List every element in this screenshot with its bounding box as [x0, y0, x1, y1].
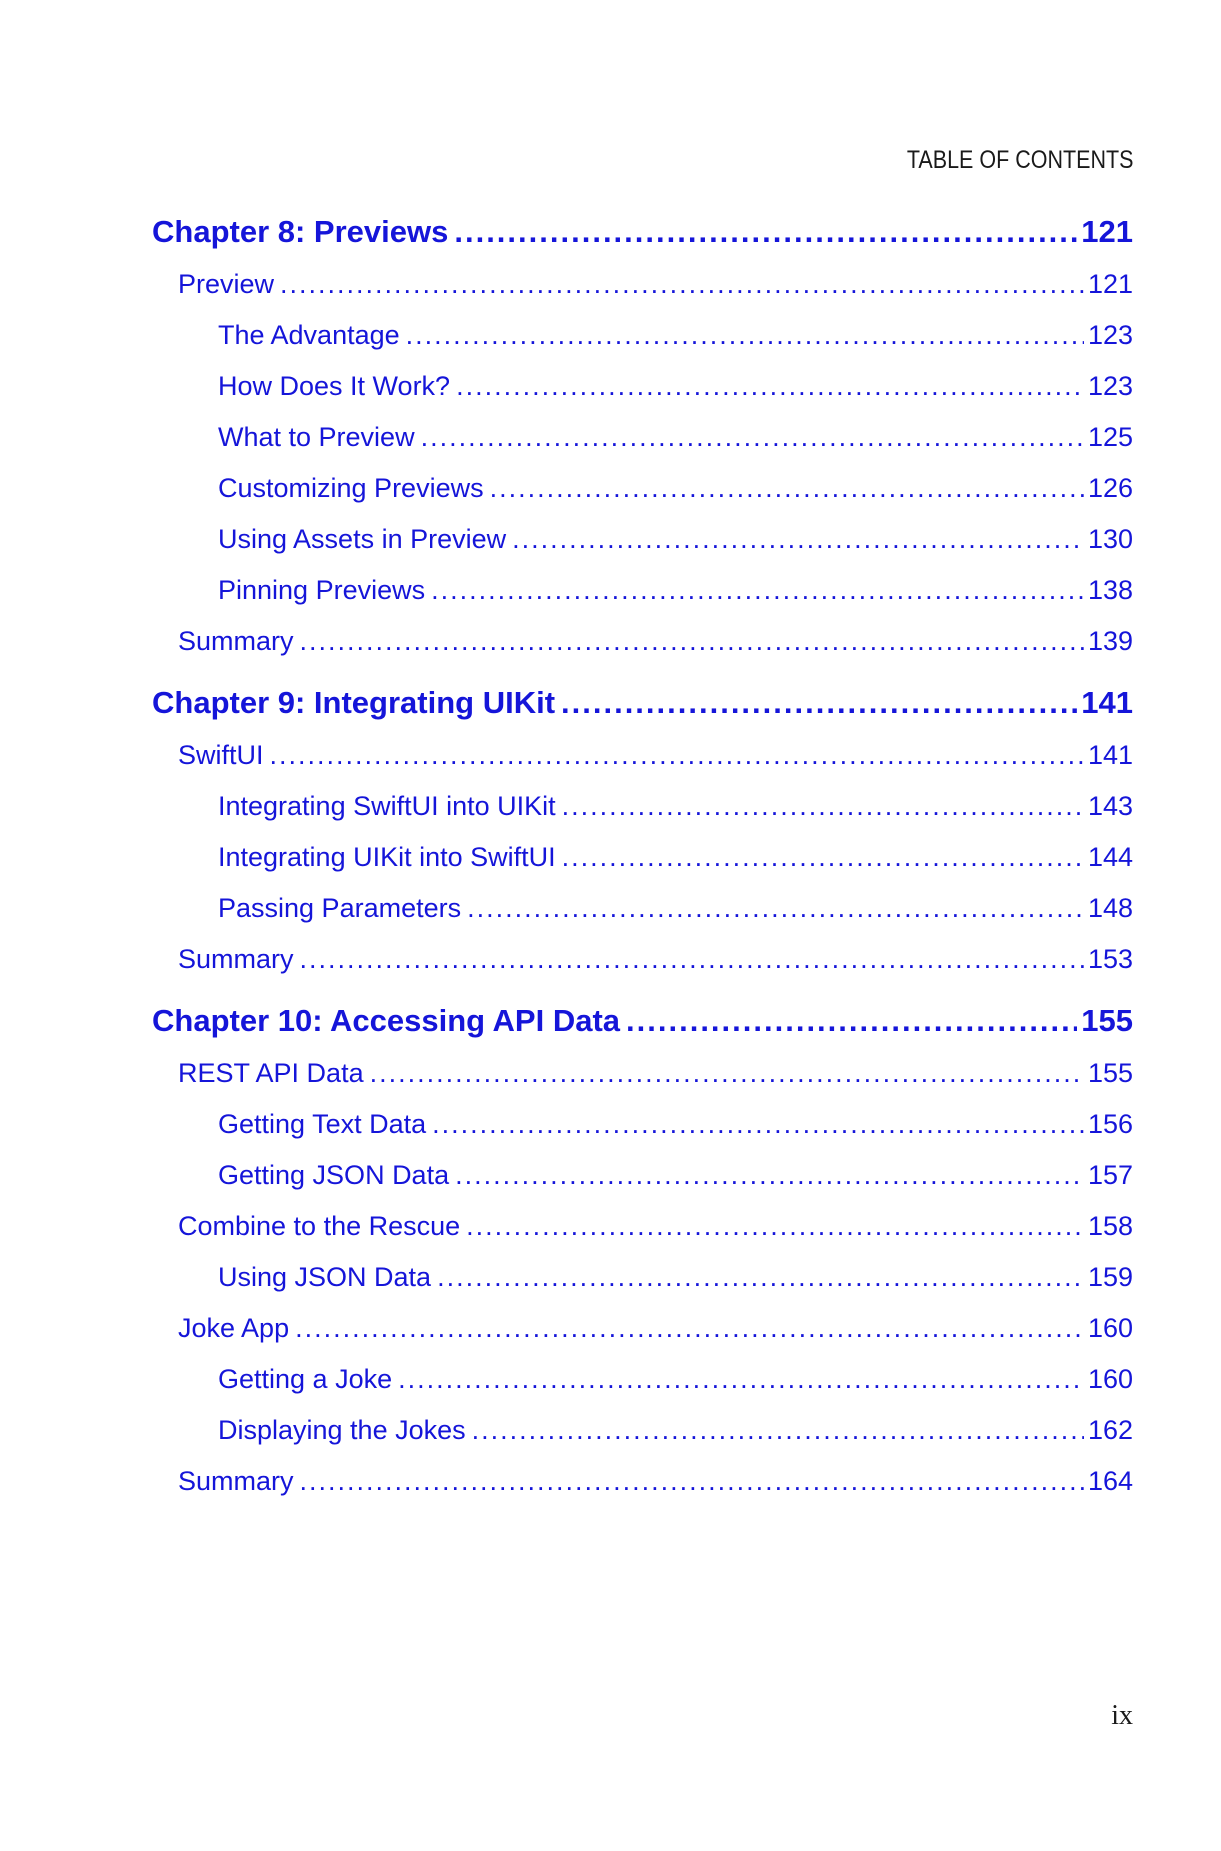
- toc-entry-page: 155: [1087, 1058, 1133, 1088]
- toc-entry-link[interactable]: [152, 1201, 1133, 1252]
- toc-entry-label: Combine to the Rescue: [178, 1211, 461, 1241]
- toc-entry-label: Summary: [178, 944, 294, 974]
- toc-entry-page: 141: [1087, 740, 1133, 770]
- dot-leader: [270, 730, 1084, 781]
- toc-entry-link[interactable]: [152, 1456, 1133, 1512]
- toc-entry-link[interactable]: [152, 1252, 1133, 1303]
- toc-entry-page: 126: [1087, 473, 1133, 503]
- dot-leader: [300, 934, 1084, 984]
- table-of-contents: [152, 205, 1133, 1512]
- toc-chapter-8-link[interactable]: [152, 205, 1133, 259]
- dot-leader: [626, 994, 1077, 1048]
- toc-entry-label: What to Preview: [218, 422, 415, 452]
- toc-entry-label: Using JSON Data: [218, 1262, 432, 1292]
- toc-entry-page: 138: [1087, 575, 1133, 605]
- toc-entry-link[interactable]: [152, 616, 1133, 672]
- toc-entry-page: 158: [1087, 1211, 1133, 1241]
- toc-entry-label: Chapter 8: Previews: [152, 214, 449, 249]
- toc-entry-label: Summary: [178, 626, 294, 656]
- dot-leader: [562, 832, 1084, 883]
- toc-entry-page: 121: [1087, 269, 1133, 299]
- toc-entry-label: Summary: [178, 1466, 294, 1496]
- dot-leader: [431, 565, 1084, 616]
- toc-entry-page: 141: [1081, 685, 1133, 720]
- toc-entry-label: Passing Parameters: [218, 893, 462, 923]
- toc-entry-page: 156: [1087, 1109, 1133, 1139]
- toc-entry-page: 123: [1087, 320, 1133, 350]
- toc-entry-page: 160: [1087, 1364, 1133, 1394]
- toc-entry-label: Pinning Previews: [218, 575, 426, 605]
- toc-entry-link[interactable]: [152, 1354, 1133, 1405]
- toc-entry-label: Customizing Previews: [218, 473, 484, 503]
- page-number: ix: [1111, 1700, 1133, 1731]
- dot-leader: [421, 412, 1084, 463]
- toc-entry-page: 123: [1087, 371, 1133, 401]
- dot-leader: [455, 1150, 1084, 1201]
- toc-entry-page: 125: [1087, 422, 1133, 452]
- toc-chapter-10-link[interactable]: [152, 994, 1133, 1048]
- toc-entry-label: SwiftUI: [178, 740, 264, 770]
- dot-leader: [295, 1303, 1084, 1354]
- toc-entry-page: 143: [1087, 791, 1133, 821]
- toc-entry-label: Chapter 10: Accessing API Data: [152, 1003, 621, 1038]
- toc-entry-label: Using Assets in Preview: [218, 524, 507, 554]
- dot-leader: [437, 1252, 1084, 1303]
- dot-leader: [280, 259, 1084, 310]
- dot-leader: [456, 361, 1084, 412]
- toc-entry-link[interactable]: [152, 730, 1133, 781]
- toc-entry-page: 160: [1087, 1313, 1133, 1343]
- dot-leader: [466, 1201, 1084, 1252]
- toc-entry-page: 159: [1087, 1262, 1133, 1292]
- dot-leader: [512, 514, 1084, 565]
- toc-entry-label: Getting a Joke: [218, 1364, 393, 1394]
- toc-entry-page: 121: [1081, 214, 1133, 249]
- dot-leader: [454, 205, 1077, 259]
- toc-entry-link[interactable]: [152, 934, 1133, 990]
- toc-entry-label: Getting JSON Data: [218, 1160, 450, 1190]
- dot-leader: [561, 676, 1077, 730]
- toc-entry-label: Integrating SwiftUI into UIKit: [218, 791, 556, 821]
- toc-entry-label: Joke App: [178, 1313, 290, 1343]
- dot-leader: [472, 1405, 1084, 1456]
- dot-leader: [406, 310, 1084, 361]
- toc-entry-link[interactable]: [152, 1303, 1133, 1354]
- toc-entry-link[interactable]: [152, 1048, 1133, 1099]
- dot-leader: [398, 1354, 1084, 1405]
- toc-entry-label: Chapter 9: Integrating UIKit: [152, 685, 556, 720]
- dot-leader: [300, 1456, 1084, 1506]
- toc-entry-page: 162: [1087, 1415, 1133, 1445]
- toc-entry-page: 130: [1087, 524, 1133, 554]
- toc-entry-link[interactable]: [152, 883, 1133, 934]
- dot-leader: [300, 616, 1084, 666]
- toc-entry-link[interactable]: [152, 514, 1133, 565]
- toc-entry-label: The Advantage: [218, 320, 400, 350]
- toc-entry-page: 157: [1087, 1160, 1133, 1190]
- dot-leader: [562, 781, 1084, 832]
- toc-entry-label: Integrating UIKit into SwiftUI: [218, 842, 556, 872]
- toc-entry-label: Displaying the Jokes: [218, 1415, 466, 1445]
- toc-entry-label: Preview: [178, 269, 275, 299]
- toc-entry-page: 139: [1087, 626, 1133, 656]
- toc-entry-label: Getting Text Data: [218, 1109, 427, 1139]
- dot-leader: [490, 463, 1084, 514]
- toc-entry-label: How Does It Work?: [218, 371, 451, 401]
- running-head: TABLE OF CONTENTS: [906, 146, 1133, 174]
- toc-entry-link[interactable]: [152, 832, 1133, 883]
- toc-entry-page: 148: [1087, 893, 1133, 923]
- toc-entry-link[interactable]: [152, 1405, 1133, 1456]
- toc-entry-link[interactable]: [152, 259, 1133, 310]
- toc-entry-link[interactable]: [152, 463, 1133, 514]
- dot-leader: [370, 1048, 1084, 1099]
- chapter-9-section: [152, 676, 1133, 990]
- chapter-8-section: [152, 205, 1133, 672]
- toc-entry-page: 155: [1081, 1003, 1133, 1038]
- toc-entry-link[interactable]: [152, 310, 1133, 361]
- dot-leader: [467, 883, 1084, 934]
- toc-entry-link[interactable]: [152, 412, 1133, 463]
- toc-entry-link[interactable]: [152, 565, 1133, 616]
- toc-entry-page: 164: [1087, 1466, 1133, 1496]
- toc-entry-label: REST API Data: [178, 1058, 364, 1088]
- toc-entry-link[interactable]: [152, 1150, 1133, 1201]
- toc-chapter-9-link[interactable]: [152, 676, 1133, 730]
- toc-entry-link[interactable]: [152, 781, 1133, 832]
- toc-entry-page: 153: [1087, 944, 1133, 974]
- toc-entry-link[interactable]: [152, 1099, 1133, 1150]
- chapter-10-section: [152, 994, 1133, 1512]
- toc-entry-page: 144: [1087, 842, 1133, 872]
- toc-entry-link[interactable]: [152, 361, 1133, 412]
- dot-leader: [432, 1099, 1084, 1150]
